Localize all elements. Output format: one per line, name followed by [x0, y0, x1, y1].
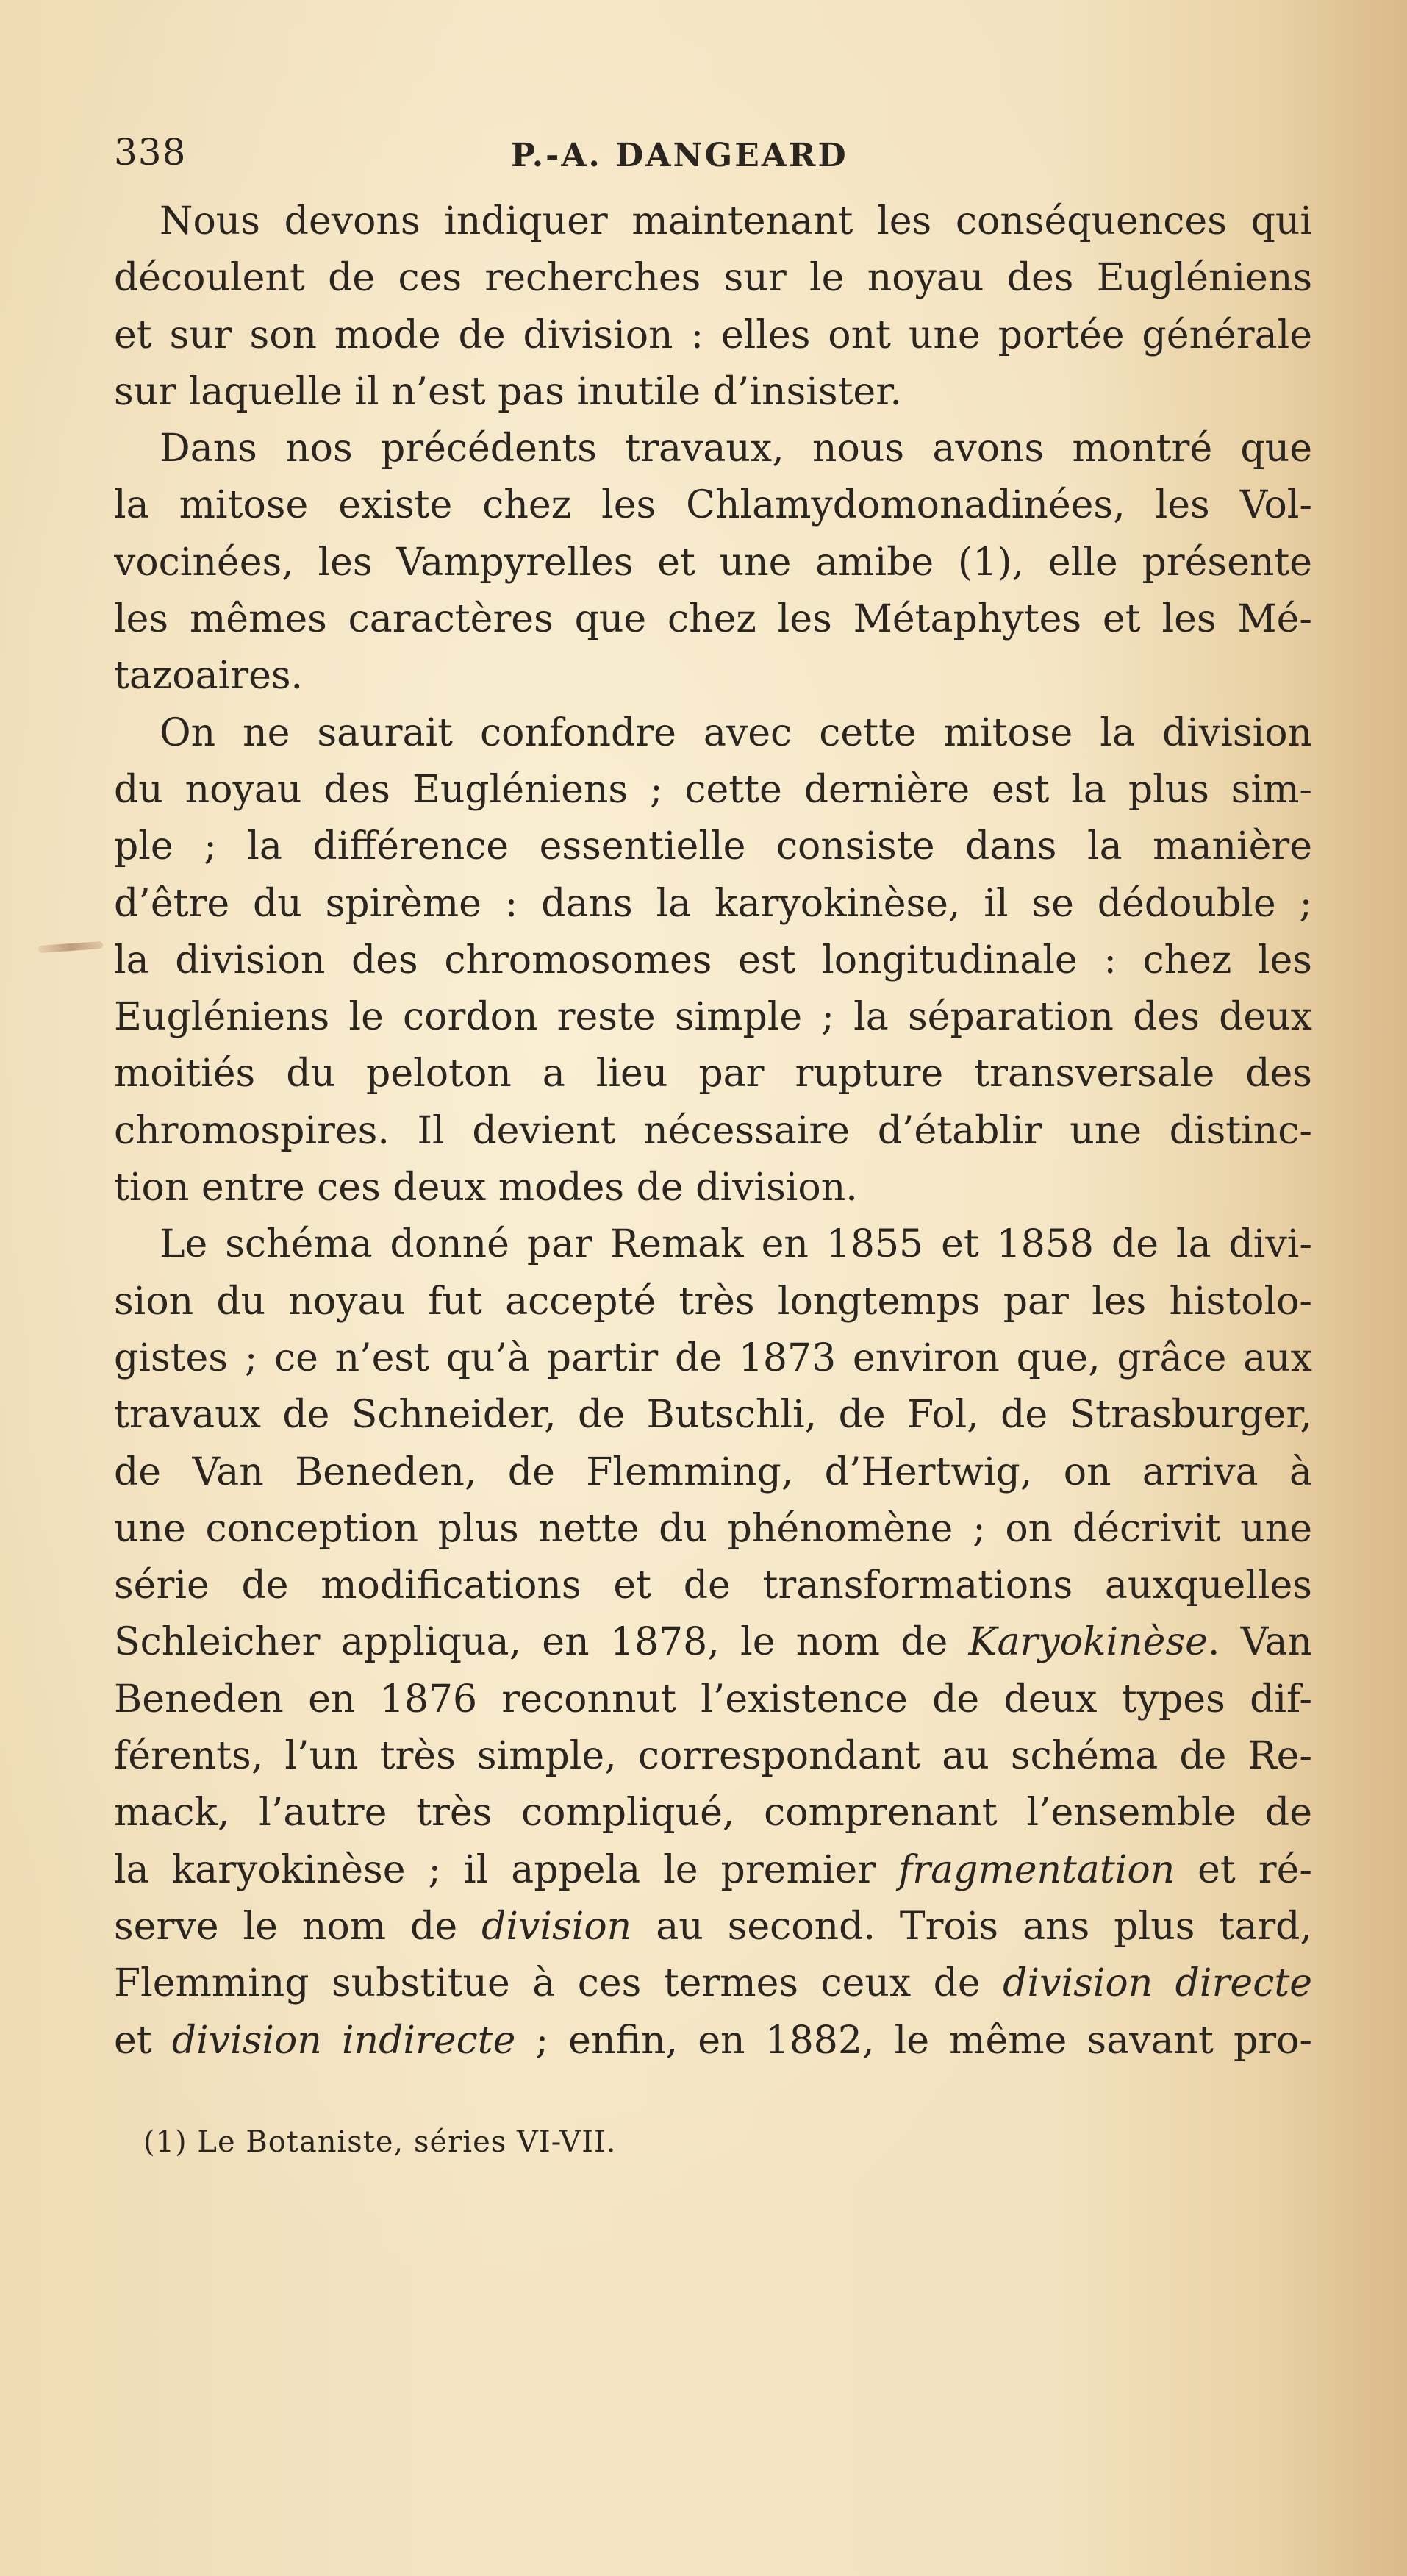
text-line — [114, 932, 1312, 989]
text-segment: au second. Trois ans plus tard, — [631, 1904, 1312, 1949]
text-segment: vocinées, les Vampyrelles et une amibe (1), elle présente — [114, 540, 1312, 585]
italic-term: division — [481, 1904, 632, 1949]
text-line — [114, 1785, 1312, 1841]
text-segment: sion du noyau fut accepté très longtemps par les histolo- — [114, 1279, 1312, 1324]
text-segment: tion entre ces deux modes de division. — [114, 1166, 858, 1210]
text-line — [114, 307, 1312, 364]
italic-term: fragmentation — [898, 1847, 1175, 1892]
text-line — [114, 2013, 1312, 2069]
text-line — [114, 1614, 1312, 1671]
text-line — [114, 1046, 1312, 1102]
text-segment: sur laquelle il n’est pas inutile d’insister. — [114, 369, 902, 414]
footnote: (1) Le Botaniste, séries VI-VII. — [143, 2125, 617, 2159]
text-segment: Eugléniens le cordon reste simple ; la séparation des deux — [114, 995, 1312, 1040]
text-segment: férents, l’un très simple, correspondant au schéma de Re- — [114, 1734, 1312, 1779]
text-line — [114, 818, 1312, 875]
text-segment: les mêmes caractères que chez les Métaphytes et les Mé- — [114, 597, 1312, 642]
text-segment: tazoaires. — [114, 654, 304, 699]
text-segment: et sur son mode de division : elles ont une portée générale — [114, 313, 1312, 357]
text-line — [114, 1444, 1312, 1501]
text-segment: découlent de ces recherches sur le noyau des Eugléniens — [114, 256, 1312, 301]
text-segment: chromospires. Il devient nécessaire d’établir une distinc- — [114, 1108, 1312, 1153]
text-segment: du noyau des Eugléniens ; cette dernière est la plus sim- — [114, 767, 1312, 812]
margin-pencil-mark — [38, 941, 103, 953]
text-line — [114, 591, 1312, 648]
text-segment: mack, l’autre très compliqué, comprenant l’ensemble de — [114, 1791, 1312, 1835]
text-line — [114, 1728, 1312, 1785]
text-segment: serve le nom de — [114, 1904, 482, 1949]
text-line — [114, 705, 1312, 762]
text-line — [114, 762, 1312, 818]
text-line — [114, 648, 1312, 704]
running-head: P.-A. DANGEARD — [511, 137, 848, 174]
text-line — [114, 989, 1312, 1046]
text-segment: Schleicher appliqua, en 1878, le nom de — [114, 1620, 969, 1665]
text-segment: ple ; la différence essentielle consiste dans la manière — [114, 824, 1312, 869]
text-line — [114, 1160, 1312, 1216]
text-line — [114, 1899, 1312, 1955]
text-line — [114, 1216, 1312, 1273]
text-segment: Dans nos précédents travaux, nous avons montré que — [160, 427, 1312, 471]
text-segment: gistes ; ce n’est qu’à partir de 1873 environ que, grâce aux — [114, 1335, 1312, 1380]
text-segment: une conception plus nette du phénomène ; on décrivit une — [114, 1506, 1312, 1551]
text-segment: Nous devons indiquer maintenant les conséquences qui — [160, 199, 1312, 243]
text-line — [114, 535, 1312, 591]
italic-term: Karyokinèse — [968, 1620, 1208, 1665]
text-segment: de Van Beneden, de Flemming, d’Hertwig, on arriva à — [114, 1449, 1312, 1494]
text-segment: la mitose existe chez les Chlamydomonadinées, les Vol- — [114, 483, 1312, 528]
text-line — [114, 421, 1312, 477]
text-segment: la division des chromosomes est longitudinale : chez les — [114, 938, 1312, 982]
text-line — [114, 250, 1312, 307]
text-line — [114, 1330, 1312, 1387]
text-line — [114, 193, 1312, 250]
text-segment: la karyokinèse ; il appela le premier — [114, 1847, 898, 1892]
text-line — [114, 1558, 1312, 1614]
text-segment: moitiés du peloton a lieu par rupture transversale des — [114, 1052, 1312, 1096]
text-line — [114, 1501, 1312, 1558]
text-line — [114, 1671, 1312, 1728]
text-line — [114, 477, 1312, 534]
italic-term: division directe — [1003, 1961, 1312, 2006]
body-text — [114, 193, 1312, 2069]
text-segment: série de modifications et de transformations auxquelles — [114, 1563, 1312, 1608]
text-line — [114, 364, 1312, 421]
text-segment: et — [114, 2018, 172, 2063]
text-line — [114, 1274, 1312, 1330]
text-segment: Beneden en 1876 reconnut l’existence de deux types dif- — [114, 1677, 1312, 1722]
text-line — [114, 1955, 1312, 2012]
page-number: 338 — [114, 131, 187, 174]
text-segment: On ne saurait confondre avec cette mitose la division — [160, 710, 1312, 755]
italic-term: division indirecte — [171, 2018, 516, 2063]
text-segment: travaux de Schneider, de Butschli, de Fol, de Strasburger, — [114, 1393, 1312, 1438]
text-segment: ; enfin, en 1882, le même savant pro- — [515, 2018, 1312, 2063]
text-line — [114, 876, 1312, 932]
text-segment: et ré- — [1175, 1847, 1312, 1892]
text-line — [114, 1103, 1312, 1160]
text-line — [114, 1842, 1312, 1899]
text-segment: Flemming substitue à ces termes ceux de — [114, 1961, 1003, 2006]
text-segment: d’être du spirème : dans la karyokinèse, il se dédouble ; — [114, 881, 1312, 926]
text-line — [114, 1387, 1312, 1444]
text-segment: . Van — [1207, 1620, 1312, 1665]
page-header — [114, 131, 1312, 190]
text-segment: Le schéma donné par Remak en 1855 et 1858 de la divi- — [160, 1222, 1312, 1267]
